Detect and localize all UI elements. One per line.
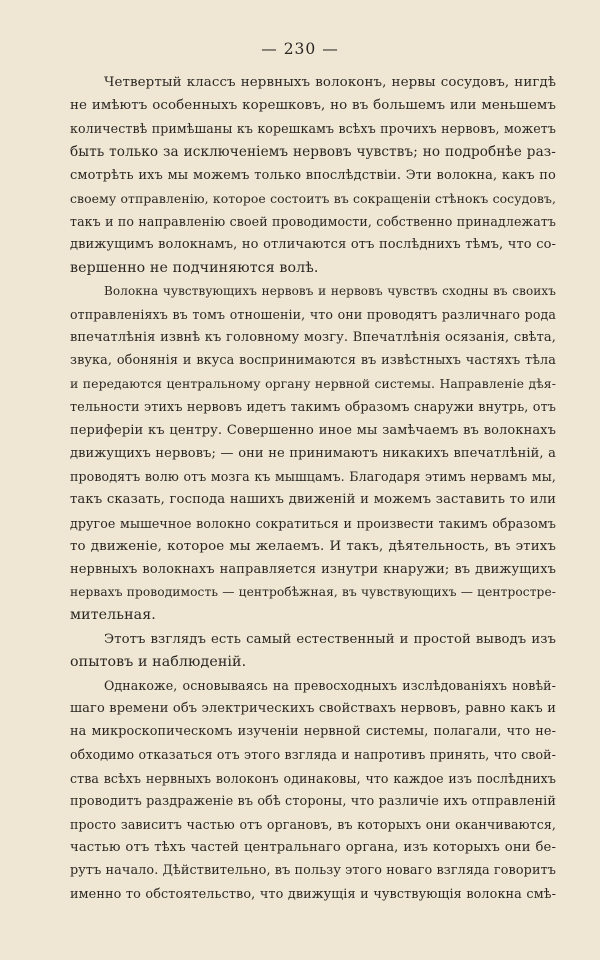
text-line: шаго времени объ электрическихъ свойствахъ нервовъ, равно какъ и xyxy=(70,701,556,717)
text-line: периферіи къ центру. Совершенно иное мы замѣчаемъ въ волокнахъ xyxy=(70,422,556,438)
text-line: впечатлѣнія извнѣ къ головному мозгу. Впечатлѣнія осязанія, свѣта, xyxy=(70,330,556,346)
text-line: тельности этихъ нервовъ идетъ такимъ образомъ снаружи внутрь, отъ xyxy=(70,399,556,415)
text-line: своему отправленію, которое состоитъ въ сокращеніи стѣнокъ сосудовъ, xyxy=(70,190,556,206)
text-line: мительная. xyxy=(70,607,156,624)
text-line: Четвертый классъ нервныхъ волоконъ, нервы сосудовъ, нигдѣ xyxy=(104,75,556,90)
text-line: быть только за исключеніемъ нервовъ чувствъ; но подробнѣе раз- xyxy=(70,143,556,160)
text-line: движущимъ волокнамъ, но отличаются отъ послѣднихъ тѣмъ, что со- xyxy=(70,237,556,253)
text-line: рутъ начало. Дѣйствительно, въ пользу этого новаго взгляда говоритъ xyxy=(70,863,556,879)
text-line: такъ и по направленію своей проводимости, собственно принадлежатъ xyxy=(70,214,556,230)
text-line: на микроскопическомъ изученіи нервной системы, полагали, что не- xyxy=(70,724,556,740)
text-line: нервныхъ волокнахъ направляется изнутри кнаружи; въ движущихъ xyxy=(70,561,556,577)
text-line: нервахъ проводимость — центробѣжная, въ чувствующихъ — центростре- xyxy=(70,585,556,600)
text-line: движущихъ нервовъ; — они не принимаютъ никакихъ впечатлѣній, а xyxy=(70,446,556,461)
page-number: — 230 — xyxy=(261,40,339,58)
text-line: проводитъ раздраженіе въ обѣ стороны, что различіе ихъ отправленій xyxy=(70,793,556,809)
text-line: опытовъ и наблюденій. xyxy=(70,653,247,670)
text-line: отправленіяхъ въ томъ отношеніи, что они проводятъ различнаго рода xyxy=(70,306,556,322)
text-line: другое мышечное волокно сократиться и произвести такимъ образомъ xyxy=(70,515,556,531)
text-line: Этотъ взглядъ есть самый естественный и простой выводъ изъ xyxy=(104,631,556,647)
text-line: именно то обстоятельство, что движущія и чувствующія волокна смѣ- xyxy=(70,886,556,902)
text-line: не имѣютъ особенныхъ корешковъ, но въ большемъ или меньшемъ xyxy=(70,98,556,114)
text-line: обходимо отказаться отъ этого взгляда и напротивъ принять, что свой- xyxy=(70,747,556,763)
text-line: Волокна чувствующихъ нервовъ и нервовъ чувствъ сходны въ своихъ xyxy=(104,283,556,298)
text-line: Однакоже, основываясь на превосходныхъ изслѣдованіяхъ новѣй- xyxy=(104,677,556,693)
text-line: то движеніе, которое мы желаемъ. И такъ, дѣятельность, въ этихъ xyxy=(70,538,556,554)
text-line: частью отъ тѣхъ частей центральнаго органа, изъ которыхъ они бе- xyxy=(70,840,556,856)
text-line: звука, обонянія и вкуса воспринимаются въ извѣстныхъ частяхъ тѣла xyxy=(70,353,556,369)
text-line: такъ сказать, господа нашихъ движеній и можемъ заставить то или xyxy=(70,492,556,508)
body-text xyxy=(70,71,556,906)
text-line: количествѣ примѣшаны къ корешкамъ всѣхъ прочихъ нервовъ, можетъ xyxy=(70,121,556,137)
text-line: смотрѣть ихъ мы можемъ только впослѣдствіи. Эти волокна, какъ по xyxy=(70,167,556,183)
text-line: проводятъ волю отъ мозга къ мышцамъ. Благодаря этимъ нервамъ мы, xyxy=(70,469,556,485)
text-line: просто зависитъ частью отъ органовъ, въ которыхъ они оканчиваются, xyxy=(70,817,556,832)
text-line: ства всѣхъ нервныхъ волоконъ одинаковы, что каждое изъ послѣднихъ xyxy=(70,770,556,786)
text-line: вершенно не подчиняются волѣ. xyxy=(70,259,319,276)
text-line: и передаются центральному органу нервной системы. Направленіе дѣя- xyxy=(70,376,556,392)
